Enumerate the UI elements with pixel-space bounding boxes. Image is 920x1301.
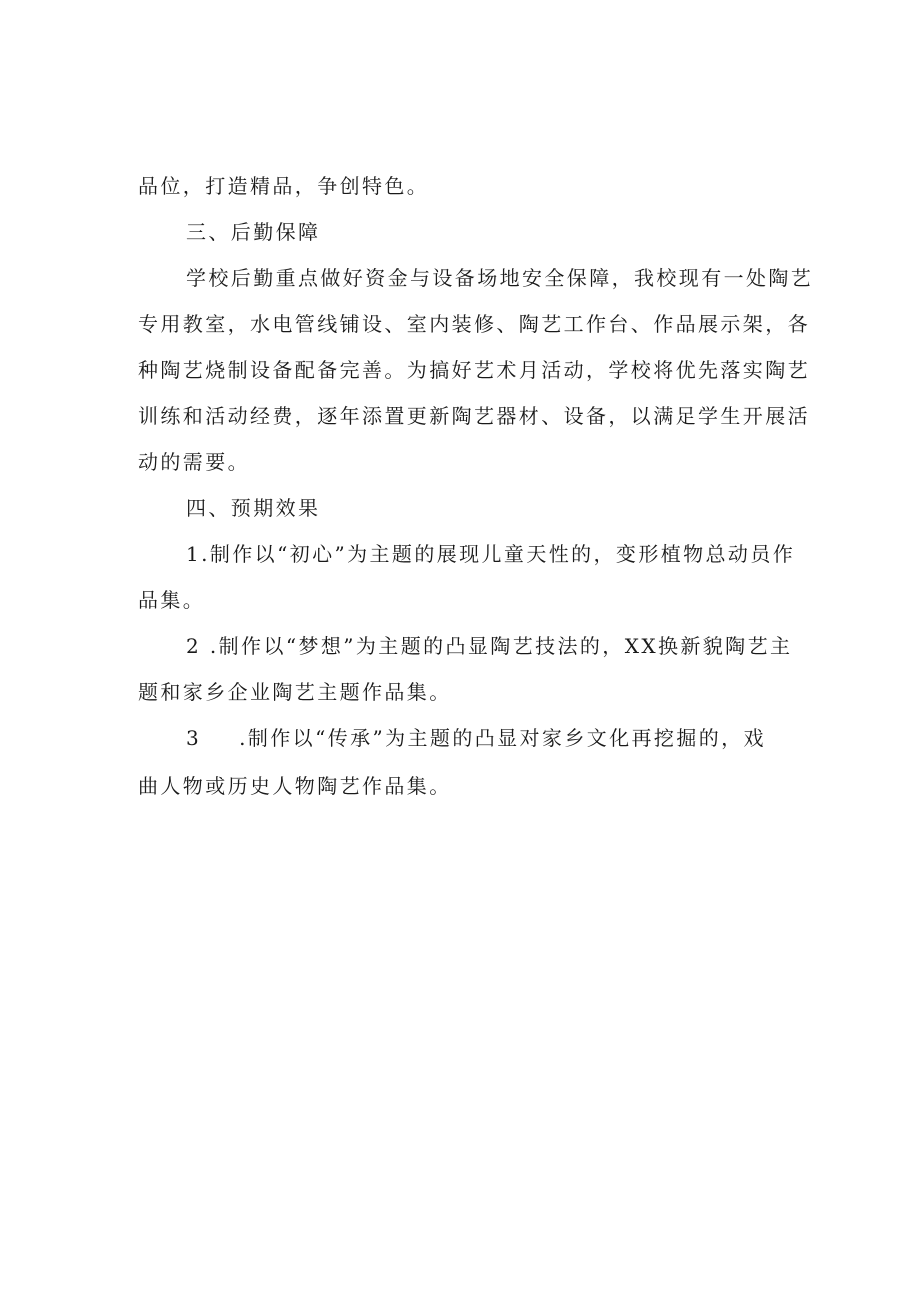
list-item-2-continuation: 题和家乡企业陶艺主题作品集。 xyxy=(138,680,452,704)
list-item-3-number: 3 xyxy=(186,726,202,750)
list-item-2: 2 .制作以“梦想”为主题的凸显陶艺技法的，XX换新貌陶艺主 xyxy=(186,634,793,658)
paragraph-line: 动的需要。 xyxy=(138,450,250,474)
section-heading-logistics: 三、后勤保障 xyxy=(186,220,321,244)
paragraph-line: 学校后勤重点做好资金与设备场地安全保障，我校现有一处陶艺 xyxy=(186,266,814,290)
paragraph-line: 种陶艺烧制设备配备完善。为搞好艺术月活动，学校将优先落实陶艺 xyxy=(138,358,810,382)
paragraph-continuation: 品位，打造精品，争创特色。 xyxy=(138,174,430,198)
list-item-1-continuation: 品集。 xyxy=(138,588,206,612)
list-item-3-text: .制作以“传承”为主题的凸显对家乡文化再挖掘的，戏 xyxy=(239,726,766,750)
list-item-1: 1.制作以“初心”为主题的展现儿童天性的，变形植物总动员作 xyxy=(186,542,796,566)
paragraph-line: 专用教室，水电管线铺设、室内装修、陶艺工作台、作品展示架，各 xyxy=(138,312,810,336)
list-item-3-continuation: 曲人物或历史人物陶艺作品集。 xyxy=(138,774,452,798)
section-heading-expected-results: 四、预期效果 xyxy=(186,496,321,520)
list-item-3 xyxy=(186,724,766,752)
paragraph-line: 训练和活动经费，逐年添置更新陶艺器材、设备，以满足学生开展活 xyxy=(138,404,810,428)
